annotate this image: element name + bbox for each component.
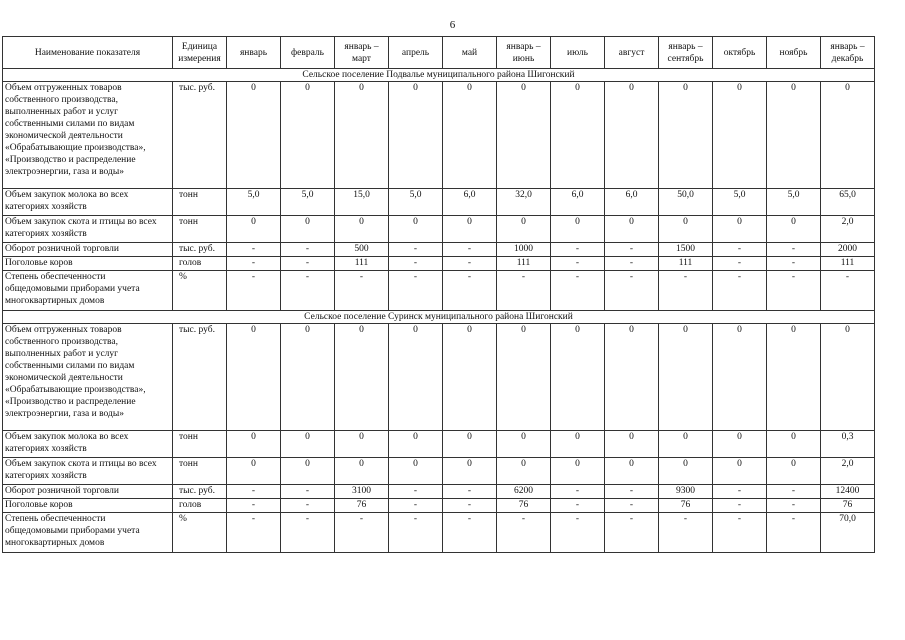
value-cell: -	[227, 513, 281, 553]
value-cell: 0	[335, 431, 389, 458]
indicator-name: Объем закупок скота и птицы во всех категориях хозяйств	[3, 216, 173, 243]
indicator-name: Поголовье коров	[3, 257, 173, 271]
value-cell: 0	[605, 458, 659, 485]
value-cell: 0	[497, 458, 551, 485]
column-header-may: май	[443, 37, 497, 69]
value-cell: 50,0	[659, 189, 713, 216]
value-cell: 0	[227, 324, 281, 431]
value-cell: 0	[389, 82, 443, 189]
value-cell: 6,0	[605, 189, 659, 216]
value-cell: -	[443, 485, 497, 499]
value-cell: 0	[335, 324, 389, 431]
value-cell: 5,0	[767, 189, 821, 216]
value-cell: -	[767, 271, 821, 311]
column-header-jan-jun: январь – июнь	[497, 37, 551, 69]
value-cell: 3100	[335, 485, 389, 499]
value-cell: 0	[281, 458, 335, 485]
value-cell: -	[767, 257, 821, 271]
value-cell: -	[551, 271, 605, 311]
value-cell: 0	[227, 431, 281, 458]
column-header-apr: апрель	[389, 37, 443, 69]
table-row	[3, 324, 875, 431]
column-header-unit: Единица измерения	[173, 37, 227, 69]
value-cell: -	[551, 499, 605, 513]
value-cell: -	[227, 485, 281, 499]
value-cell: 6200	[497, 485, 551, 499]
value-cell: -	[335, 271, 389, 311]
indicator-table	[2, 36, 875, 553]
value-cell: -	[281, 513, 335, 553]
value-cell: 0	[659, 82, 713, 189]
value-cell: 500	[335, 243, 389, 257]
value-cell: -	[443, 499, 497, 513]
value-cell: -	[281, 257, 335, 271]
table-row	[3, 216, 875, 243]
value-cell: -	[713, 499, 767, 513]
value-cell: 0	[335, 82, 389, 189]
value-cell: 0	[335, 216, 389, 243]
value-cell: 111	[659, 257, 713, 271]
value-cell: -	[821, 271, 875, 311]
value-cell: 0	[497, 216, 551, 243]
value-cell: -	[713, 243, 767, 257]
value-cell: -	[605, 513, 659, 553]
value-cell: 0	[659, 216, 713, 243]
value-cell: -	[389, 499, 443, 513]
value-cell: 0	[443, 324, 497, 431]
value-cell: 76	[821, 499, 875, 513]
section-title: Сельское поселение Подвалье муниципального района Шигонский	[3, 69, 875, 82]
value-cell: 0	[551, 458, 605, 485]
value-cell: -	[389, 271, 443, 311]
indicator-name: Объем отгруженных товаров собственного производства, выполненных работ и услуг собственными силами по видам экономической деятельности «Обрабатывающие производства», «Производство и распределение электроэнергии, газа и воды»	[3, 82, 173, 189]
value-cell: -	[281, 485, 335, 499]
table-row	[3, 257, 875, 271]
value-cell: 0	[443, 216, 497, 243]
value-cell: 0	[659, 431, 713, 458]
indicator-name: Оборот розничной торговли	[3, 485, 173, 499]
value-cell: 0	[497, 324, 551, 431]
header-row	[3, 37, 875, 69]
value-cell: -	[227, 499, 281, 513]
value-cell: -	[767, 243, 821, 257]
table-row	[3, 82, 875, 189]
unit-cell: тыс. руб.	[173, 243, 227, 257]
value-cell: -	[389, 513, 443, 553]
value-cell: 0	[713, 216, 767, 243]
value-cell: 0	[821, 82, 875, 189]
value-cell: 2000	[821, 243, 875, 257]
value-cell: 0	[767, 216, 821, 243]
column-header-oct: октябрь	[713, 37, 767, 69]
value-cell: 111	[497, 257, 551, 271]
value-cell: 15,0	[335, 189, 389, 216]
value-cell: 0	[389, 458, 443, 485]
column-header-jan: январь	[227, 37, 281, 69]
value-cell: 0	[767, 324, 821, 431]
value-cell: -	[605, 257, 659, 271]
unit-cell: тыс. руб.	[173, 82, 227, 189]
column-header-jan-dec: январь – декабрь	[821, 37, 875, 69]
value-cell: -	[605, 271, 659, 311]
value-cell: 5,0	[713, 189, 767, 216]
value-cell: 0	[551, 324, 605, 431]
indicator-name: Объем закупок скота и птицы во всех категориях хозяйств	[3, 458, 173, 485]
value-cell: 0	[551, 216, 605, 243]
unit-cell: тонн	[173, 189, 227, 216]
value-cell: -	[551, 485, 605, 499]
value-cell: 0	[281, 82, 335, 189]
value-cell: 0	[767, 431, 821, 458]
value-cell: 0	[443, 82, 497, 189]
unit-cell: %	[173, 271, 227, 311]
value-cell: 0	[605, 431, 659, 458]
table-body	[3, 69, 875, 553]
value-cell: -	[605, 485, 659, 499]
value-cell: 0	[227, 458, 281, 485]
table-row	[3, 431, 875, 458]
value-cell: -	[713, 485, 767, 499]
value-cell: -	[389, 243, 443, 257]
section-row	[3, 311, 875, 324]
value-cell: -	[227, 271, 281, 311]
value-cell: 9300	[659, 485, 713, 499]
value-cell: 12400	[821, 485, 875, 499]
value-cell: -	[335, 513, 389, 553]
value-cell: -	[281, 271, 335, 311]
value-cell: -	[281, 499, 335, 513]
value-cell: 0	[767, 458, 821, 485]
value-cell: 0,3	[821, 431, 875, 458]
section-row	[3, 69, 875, 82]
unit-cell: тыс. руб.	[173, 485, 227, 499]
column-header-name: Наименование показателя	[3, 37, 173, 69]
value-cell: -	[551, 257, 605, 271]
value-cell: 2,0	[821, 216, 875, 243]
value-cell: 32,0	[497, 189, 551, 216]
indicator-name: Объем закупок молока во всех категориях хозяйств	[3, 431, 173, 458]
value-cell: 76	[335, 499, 389, 513]
unit-cell: тонн	[173, 431, 227, 458]
unit-cell: тонн	[173, 216, 227, 243]
value-cell: 0	[713, 458, 767, 485]
value-cell: -	[389, 257, 443, 271]
value-cell: 6,0	[551, 189, 605, 216]
value-cell: 0	[659, 324, 713, 431]
value-cell: 5,0	[281, 189, 335, 216]
value-cell: -	[713, 271, 767, 311]
value-cell: 70,0	[821, 513, 875, 553]
column-header-feb: февраль	[281, 37, 335, 69]
value-cell: -	[767, 499, 821, 513]
value-cell: -	[227, 243, 281, 257]
value-cell: 0	[443, 431, 497, 458]
unit-cell: тыс. руб.	[173, 324, 227, 431]
unit-cell: голов	[173, 257, 227, 271]
value-cell: 0	[605, 216, 659, 243]
indicator-name: Степень обеспеченности общедомовыми приборами учета многоквартирных домов	[3, 271, 173, 311]
value-cell: -	[281, 243, 335, 257]
value-cell: 0	[713, 82, 767, 189]
table-row	[3, 243, 875, 257]
unit-cell: голов	[173, 499, 227, 513]
value-cell: -	[767, 485, 821, 499]
value-cell: 1000	[497, 243, 551, 257]
section-title: Сельское поселение Суринск муниципального района Шигонский	[3, 311, 875, 324]
table-row	[3, 513, 875, 553]
value-cell: -	[605, 499, 659, 513]
value-cell: 0	[551, 82, 605, 189]
value-cell: 0	[497, 431, 551, 458]
value-cell: 0	[821, 324, 875, 431]
value-cell: -	[497, 513, 551, 553]
value-cell: 0	[767, 82, 821, 189]
value-cell: 0	[713, 324, 767, 431]
value-cell: 0	[713, 431, 767, 458]
value-cell: 5,0	[389, 189, 443, 216]
value-cell: 5,0	[227, 189, 281, 216]
value-cell: -	[443, 271, 497, 311]
value-cell: -	[443, 257, 497, 271]
value-cell: 0	[335, 458, 389, 485]
value-cell: 0	[227, 82, 281, 189]
value-cell: 0	[227, 216, 281, 243]
value-cell: -	[767, 513, 821, 553]
value-cell: -	[227, 257, 281, 271]
value-cell: -	[605, 243, 659, 257]
indicator-name: Поголовье коров	[3, 499, 173, 513]
value-cell: 0	[605, 82, 659, 189]
value-cell: -	[713, 513, 767, 553]
value-cell: -	[389, 485, 443, 499]
table-row	[3, 271, 875, 311]
value-cell: 0	[389, 431, 443, 458]
value-cell: 1500	[659, 243, 713, 257]
value-cell: 0	[497, 82, 551, 189]
column-header-jan-sep: январь – сентябрь	[659, 37, 713, 69]
value-cell: 0	[389, 216, 443, 243]
value-cell: 0	[281, 324, 335, 431]
value-cell: -	[659, 271, 713, 311]
page-number: 6	[449, 19, 456, 31]
table-row	[3, 189, 875, 216]
indicator-name: Объем закупок молока во всех категориях хозяйств	[3, 189, 173, 216]
unit-cell: тонн	[173, 458, 227, 485]
indicator-name: Степень обеспеченности общедомовыми приборами учета многоквартирных домов	[3, 513, 173, 553]
column-header-nov: ноябрь	[767, 37, 821, 69]
value-cell: -	[551, 513, 605, 553]
value-cell: 6,0	[443, 189, 497, 216]
column-header-jul: июль	[551, 37, 605, 69]
value-cell: 76	[497, 499, 551, 513]
table-row	[3, 499, 875, 513]
value-cell: -	[443, 243, 497, 257]
indicator-name: Оборот розничной торговли	[3, 243, 173, 257]
value-cell: 0	[551, 431, 605, 458]
value-cell: 111	[335, 257, 389, 271]
value-cell: 111	[821, 257, 875, 271]
value-cell: -	[551, 243, 605, 257]
column-header-jan-mar: январь – март	[335, 37, 389, 69]
value-cell: -	[443, 513, 497, 553]
table-row	[3, 458, 875, 485]
value-cell: 65,0	[821, 189, 875, 216]
indicator-name: Объем отгруженных товаров собственного производства, выполненных работ и услуг собственными силами по видам экономической деятельности «Обрабатывающие производства», «Производство и распределение электроэнергии, газа и воды»	[3, 324, 173, 431]
value-cell: 0	[443, 458, 497, 485]
value-cell: 76	[659, 499, 713, 513]
value-cell: -	[659, 513, 713, 553]
value-cell: 0	[281, 431, 335, 458]
value-cell: 0	[605, 324, 659, 431]
value-cell: 0	[389, 324, 443, 431]
value-cell: 0	[281, 216, 335, 243]
column-header-aug: август	[605, 37, 659, 69]
value-cell: -	[497, 271, 551, 311]
value-cell: -	[713, 257, 767, 271]
value-cell: 2,0	[821, 458, 875, 485]
value-cell: 0	[659, 458, 713, 485]
table-row	[3, 485, 875, 499]
unit-cell: %	[173, 513, 227, 553]
